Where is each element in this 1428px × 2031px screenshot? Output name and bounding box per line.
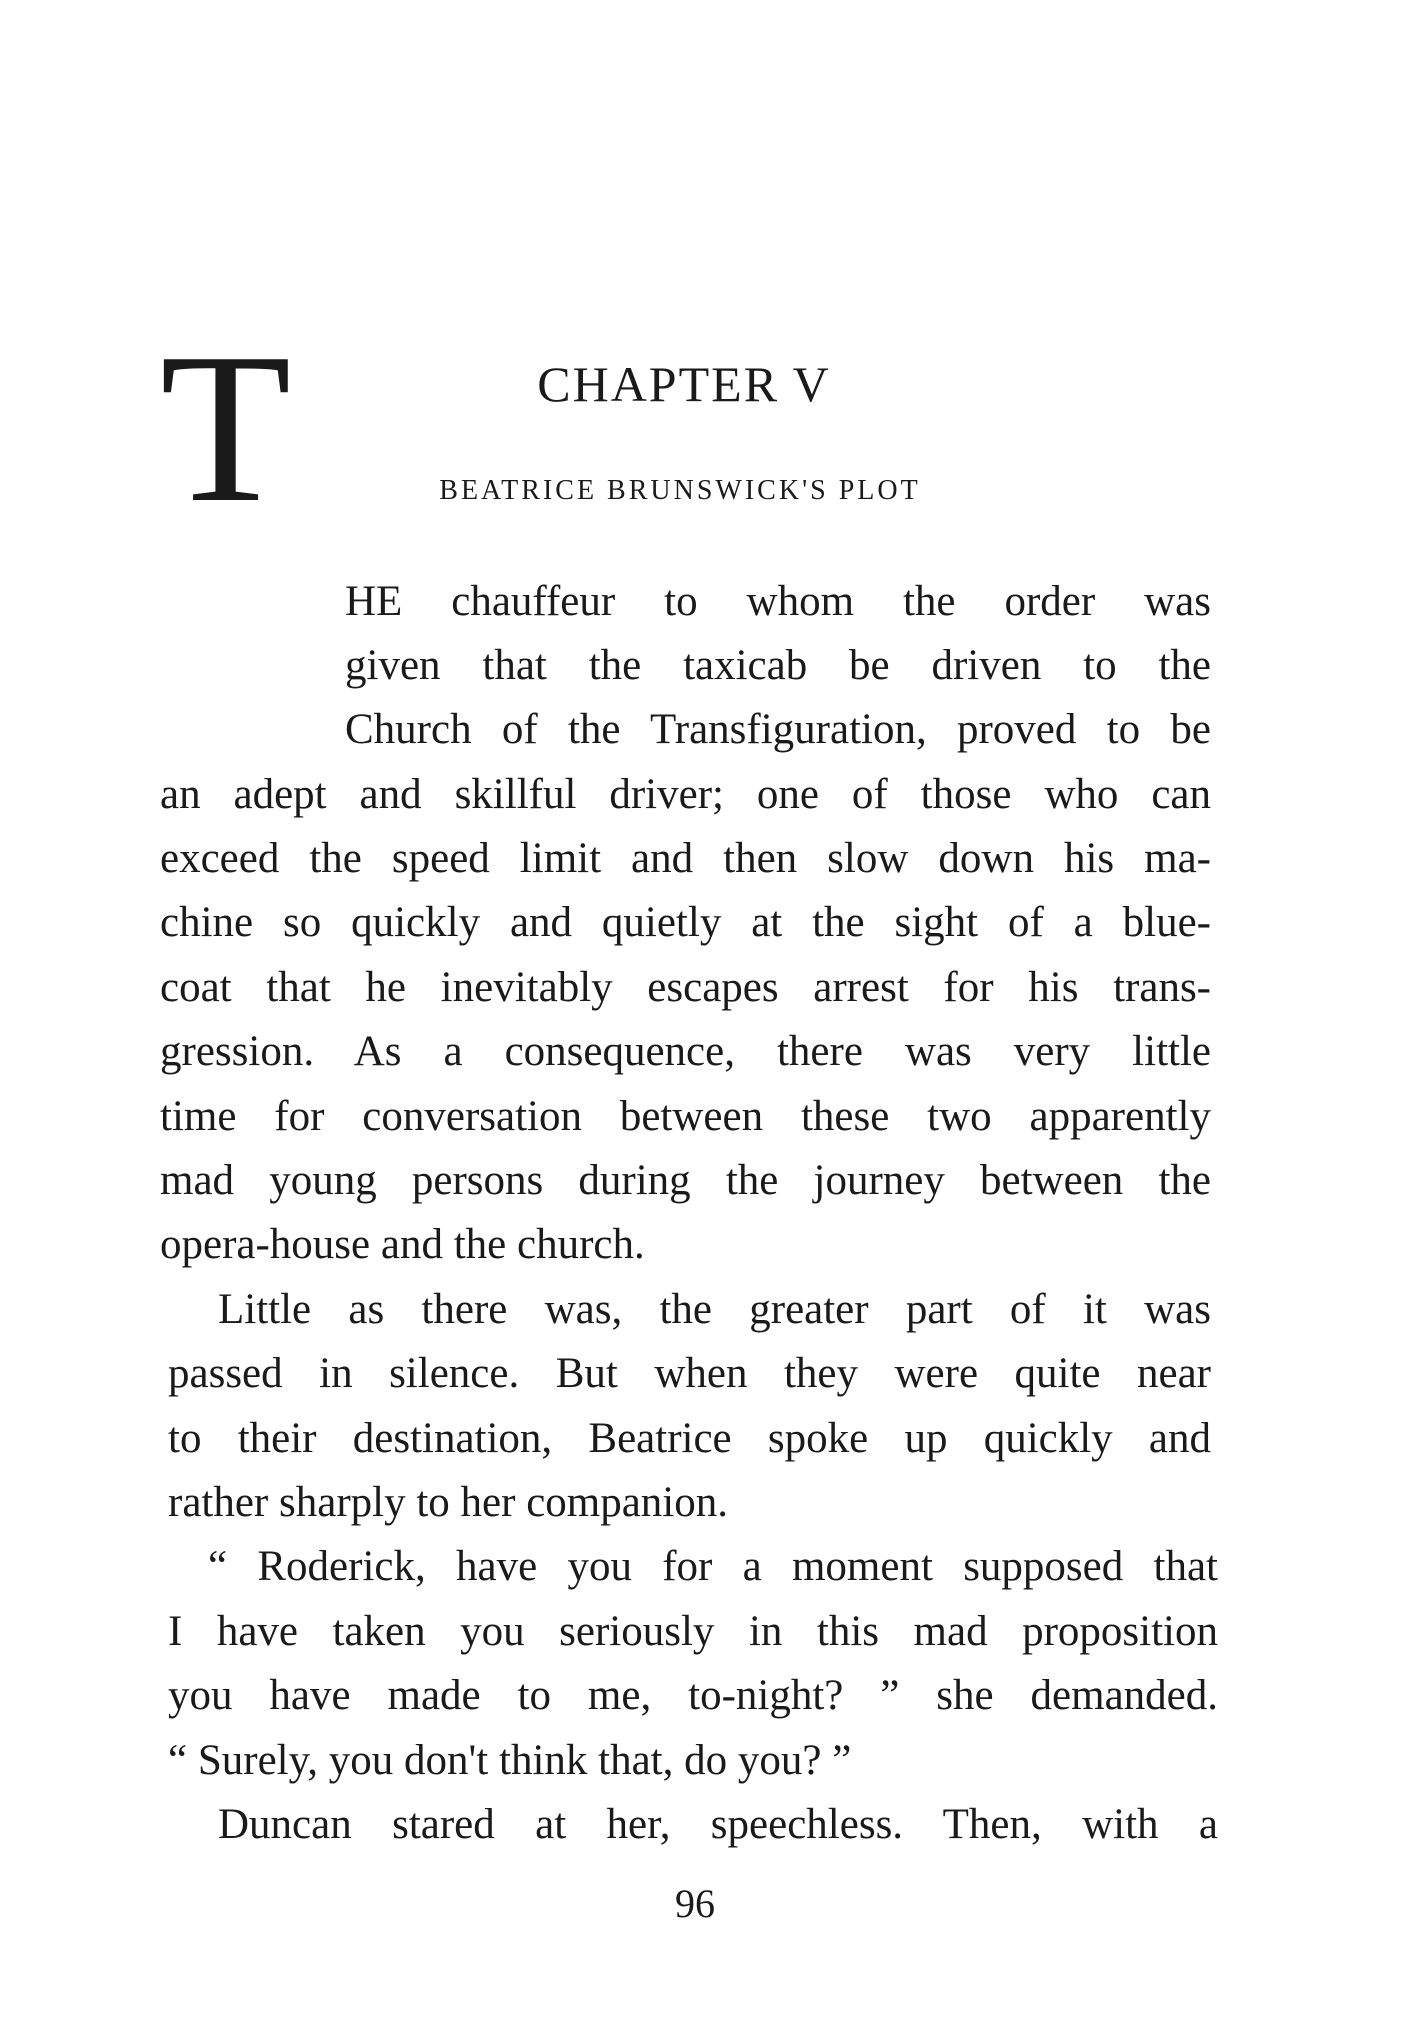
body-line: exceed the speed limit and then slow down his ma- [160, 835, 1211, 882]
body-line: Little as there was, the greater part of it was [218, 1286, 1211, 1333]
chapter-heading: CHAPTER V [537, 356, 831, 412]
body-line: you have made to me, to-night? ” she demanded. [168, 1672, 1218, 1719]
body-line: passed in silence. But when they were quite near [168, 1350, 1211, 1397]
body-line: Church of the Transfiguration, proved to be [345, 706, 1211, 753]
body-line: given that the taxicab be driven to the [345, 642, 1211, 689]
body-line: chine so quickly and quietly at the sight of a blue- [160, 899, 1211, 946]
body-line: opera-house and the church. [160, 1221, 645, 1268]
drop-cap: T [160, 308, 292, 547]
body-line: an adept and skillful driver; one of those who can [160, 771, 1211, 818]
page-number: 96 [675, 1881, 715, 1926]
body-line: mad young persons during the journey between the [160, 1157, 1211, 1204]
chapter-subtitle: BEATRICE BRUNSWICK'S PLOT [439, 475, 921, 506]
body-line: Duncan stared at her, speechless. Then, with a [218, 1801, 1218, 1848]
body-line: I have taken you seriously in this mad proposition [168, 1608, 1218, 1655]
body-line: coat that he inevitably escapes arrest for his trans- [160, 964, 1211, 1011]
body-line: to their destination, Beatrice spoke up quickly and [168, 1415, 1211, 1462]
body-line: time for conversation between these two apparently [160, 1093, 1211, 1140]
body-line: HE chauffeur to whom the order was [345, 578, 1211, 625]
body-line: “ Roderick, have you for a moment supposed that [208, 1543, 1218, 1590]
body-line: gression. As a consequence, there was very little [160, 1028, 1211, 1075]
body-line: “ Surely, you don't think that, do you? ” [168, 1737, 852, 1784]
body-line: rather sharply to her companion. [168, 1479, 729, 1526]
